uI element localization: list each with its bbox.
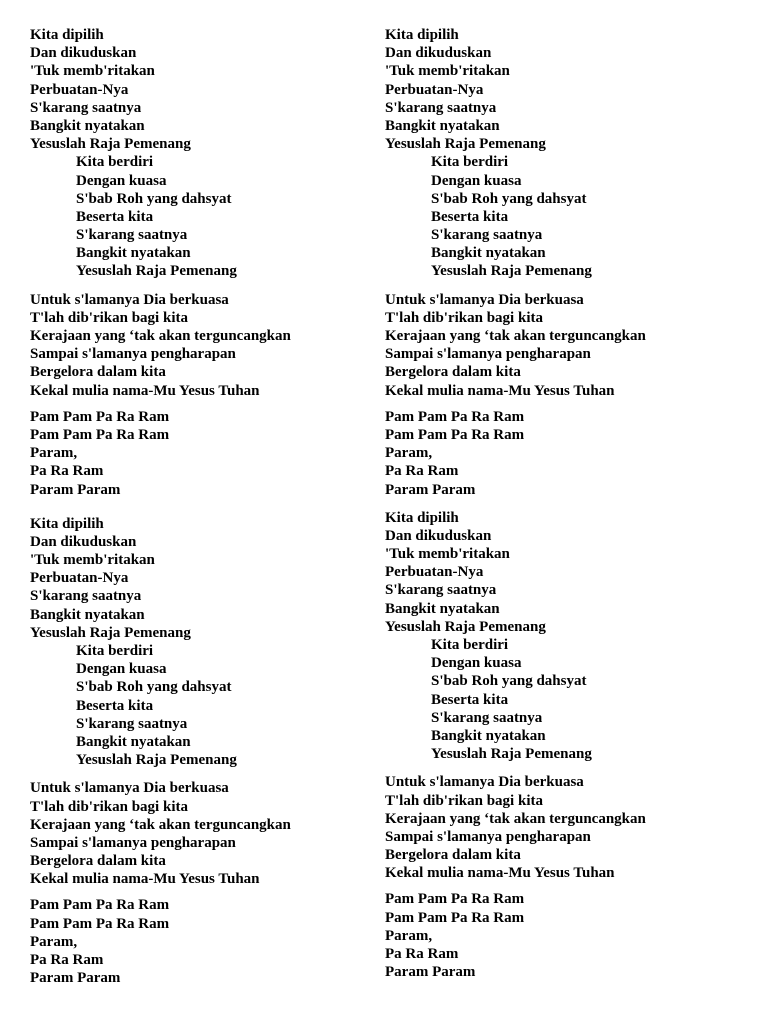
refrain-line: Param,: [30, 933, 78, 950]
verse-indented-line: S'bab Roh yang dahsyat: [431, 190, 587, 207]
chorus-line: T'lah dib'rikan bagi kita: [30, 309, 188, 326]
verse-line: Dan dikuduskan: [30, 533, 137, 550]
verse-indented-line: Kita berdiri: [76, 154, 154, 171]
refrain-line: Pam Pam Pa Ra Ram: [385, 426, 525, 443]
verse-indented-line: Yesuslah Raja Pemenang: [431, 263, 592, 280]
chorus-line: Bergelora dalam kita: [30, 853, 166, 870]
verse-line: Perbuatan-Nya: [30, 81, 129, 98]
verse-line: Yesuslah Raja Pemenang: [30, 136, 191, 153]
verse-line: S'karang saatnya: [385, 582, 497, 599]
refrain-line: Pam Pam Pa Ra Ram: [385, 408, 525, 425]
verse-line: S'karang saatnya: [30, 588, 142, 605]
chorus-line: Kekal mulia nama-Mu Yesus Tuhan: [30, 382, 260, 399]
verse-indented-line: S'karang saatnya: [76, 715, 188, 732]
verse-indented-line: Kita berdiri: [431, 637, 509, 653]
verse-indented-line: Yesuslah Raja Pemenang: [76, 752, 237, 769]
refrain-line: Param,: [385, 927, 433, 944]
refrain-line: Pam Pam Pa Ra Ram: [30, 426, 170, 443]
verse-line: 'Tuk memb'ritakan: [385, 546, 510, 563]
verse-line: Yesuslah Raja Pemenang: [385, 136, 546, 153]
verse-indented-line: Dengan kuasa: [76, 172, 167, 189]
verse-indented-line: Dengan kuasa: [431, 172, 522, 189]
verse-line: S'karang saatnya: [385, 99, 497, 116]
chorus-line: Kekal mulia nama-Mu Yesus Tuhan: [385, 382, 615, 399]
verse-line: Bangkit nyatakan: [30, 117, 145, 134]
chorus-line: Untuk s'lamanya Dia berkuasa: [30, 780, 229, 797]
verse-line: Bangkit nyatakan: [385, 117, 500, 134]
refrain-line: Pa Ra Ram: [30, 952, 104, 968]
refrain-line: Param,: [30, 445, 78, 462]
verse-line: Kita dipilih: [30, 515, 104, 532]
refrain-line: Pa Ra Ram: [385, 946, 459, 962]
chorus-line: Sampai s'lamanya pengharapan: [30, 834, 236, 851]
chorus-line: Kerajaan yang ‘tak akan terguncangkan: [385, 810, 646, 827]
verse-indented-line: S'karang saatnya: [431, 227, 543, 244]
verse-indented-line: Beserta kita: [76, 697, 154, 714]
refrain-line: Pa Ra Ram: [385, 463, 459, 480]
chorus-line: Sampai s'lamanya pengharapan: [385, 346, 591, 363]
verse-indented-line: Kita berdiri: [76, 643, 154, 659]
verse-line: Dan dikuduskan: [385, 527, 492, 544]
verse-indented-line: Dengan kuasa: [76, 661, 167, 678]
lyrics-column-left: [30, 26, 390, 987]
lyrics-column-right: [385, 26, 745, 981]
verse-indented-line: S'karang saatnya: [76, 227, 188, 244]
chorus-line: Untuk s'lamanya Dia berkuasa: [30, 291, 229, 308]
chorus-line: Untuk s'lamanya Dia berkuasa: [385, 774, 584, 791]
verse-line: Kita dipilih: [385, 509, 459, 526]
chorus-line: Bergelora dalam kita: [30, 364, 166, 381]
verse-line: Perbuatan-Nya: [385, 81, 484, 98]
verse-line: Perbuatan-Nya: [30, 570, 129, 587]
chorus-line: Kerajaan yang ‘tak akan terguncangkan: [385, 328, 646, 344]
chorus-line: Bergelora dalam kita: [385, 364, 521, 381]
refrain-line: Param Param: [385, 964, 476, 981]
refrain-line: Pam Pam Pa Ra Ram: [385, 909, 525, 926]
refrain-line: Param Param: [385, 481, 476, 498]
verse-indented-line: Bangkit nyatakan: [431, 245, 546, 262]
verse-line: Kita dipilih: [385, 27, 459, 43]
verse-line: Bangkit nyatakan: [385, 600, 500, 617]
verse-indented-line: Beserta kita: [431, 691, 509, 708]
chorus-line: T'lah dib'rikan bagi kita: [30, 798, 188, 815]
verse-indented-line: Beserta kita: [76, 208, 154, 225]
verse-line: 'Tuk memb'ritakan: [385, 63, 510, 80]
verse-indented-line: Bangkit nyatakan: [76, 733, 191, 750]
chorus-line: Kekal mulia nama-Mu Yesus Tuhan: [385, 865, 615, 882]
verse-line: Kita dipilih: [30, 27, 104, 43]
refrain-line: Pam Pam Pa Ra Ram: [30, 897, 170, 914]
verse-indented-line: Dengan kuasa: [431, 655, 522, 672]
refrain-line: Param,: [385, 445, 433, 462]
refrain-line: Pam Pam Pa Ra Ram: [385, 891, 525, 908]
chorus-line: Kerajaan yang ‘tak akan terguncangkan: [30, 816, 291, 833]
verse-line: 'Tuk memb'ritakan: [30, 552, 155, 569]
refrain-line: Param Param: [30, 970, 121, 987]
chorus-line: Sampai s'lamanya pengharapan: [30, 346, 236, 363]
verse-line: S'karang saatnya: [30, 99, 142, 116]
verse-line: Dan dikuduskan: [385, 45, 492, 62]
verse-indented-line: S'bab Roh yang dahsyat: [76, 679, 232, 696]
chorus-line: T'lah dib'rikan bagi kita: [385, 309, 543, 326]
refrain-line: Pam Pam Pa Ra Ram: [30, 915, 170, 932]
verse-line: Dan dikuduskan: [30, 45, 137, 62]
verse-indented-line: Beserta kita: [431, 208, 509, 225]
refrain-line: Pam Pam Pa Ra Ram: [30, 408, 170, 425]
verse-indented-line: Bangkit nyatakan: [431, 727, 546, 744]
verse-indented-line: S'bab Roh yang dahsyat: [76, 190, 232, 207]
verse-line: Yesuslah Raja Pemenang: [30, 624, 191, 641]
chorus-line: Kerajaan yang ‘tak akan terguncangkan: [30, 328, 291, 344]
verse-indented-line: Kita berdiri: [431, 154, 509, 171]
refrain-line: Param Param: [30, 481, 121, 498]
verse-line: 'Tuk memb'ritakan: [30, 63, 155, 80]
verse-line: Perbuatan-Nya: [385, 564, 484, 581]
verse-indented-line: Bangkit nyatakan: [76, 245, 191, 262]
verse-line: Bangkit nyatakan: [30, 606, 145, 623]
refrain-line: Pa Ra Ram: [30, 463, 104, 480]
verse-indented-line: Yesuslah Raja Pemenang: [76, 263, 237, 280]
verse-line: Yesuslah Raja Pemenang: [385, 618, 546, 635]
verse-indented-line: S'bab Roh yang dahsyat: [431, 673, 587, 690]
chorus-line: Bergelora dalam kita: [385, 847, 521, 864]
chorus-line: Sampai s'lamanya pengharapan: [385, 828, 591, 845]
chorus-line: T'lah dib'rikan bagi kita: [385, 792, 543, 809]
chorus-line: Untuk s'lamanya Dia berkuasa: [385, 291, 584, 308]
verse-indented-line: Yesuslah Raja Pemenang: [431, 746, 592, 763]
chorus-line: Kekal mulia nama-Mu Yesus Tuhan: [30, 871, 260, 888]
verse-indented-line: S'karang saatnya: [431, 709, 543, 726]
